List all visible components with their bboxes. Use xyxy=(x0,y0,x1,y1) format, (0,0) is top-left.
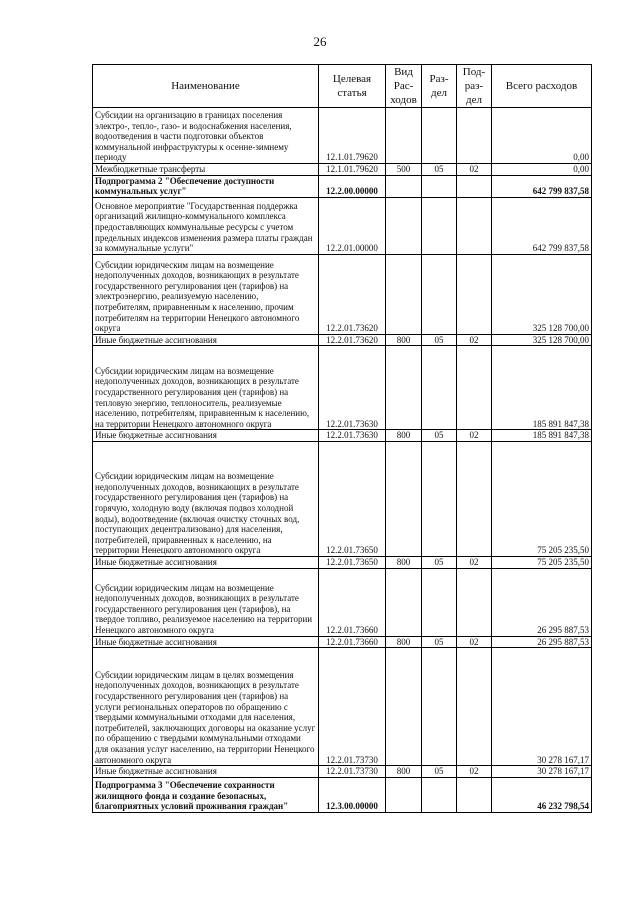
row-amount: 75 205 235,50 xyxy=(492,556,592,568)
row-target-code: 12.2.01.73660 xyxy=(319,568,386,636)
row-amount: 325 128 700,00 xyxy=(492,334,592,346)
row-subsection xyxy=(457,254,492,334)
row-expense-kind: 800 xyxy=(386,556,422,568)
table-body xyxy=(93,108,592,813)
row-target-code: 12.2.01.73650 xyxy=(319,556,386,568)
row-target-code: 12.2.01.73630 xyxy=(319,430,386,442)
table-row xyxy=(93,556,592,568)
row-section: 05 xyxy=(422,164,457,176)
row-amount: 26 295 887,53 xyxy=(492,636,592,648)
row-section xyxy=(422,648,457,766)
row-amount: 325 128 700,00 xyxy=(492,254,592,334)
row-name: Иные бюджетные ассигнования xyxy=(93,334,319,346)
row-expense-kind xyxy=(386,175,422,197)
row-subsection xyxy=(457,648,492,766)
row-section: 05 xyxy=(422,430,457,442)
row-name: Подпрограмма 3 "Обеспечение сохранности жилищного фонда и создание безопасных, благоприятных условий проживания граждан" xyxy=(93,777,319,812)
row-target-code: 12.2.01.00000 xyxy=(319,197,386,254)
header-subsection: Под- раз- дел xyxy=(457,65,492,108)
row-subsection: 02 xyxy=(457,334,492,346)
row-amount: 75 205 235,50 xyxy=(492,441,592,556)
table-row xyxy=(93,108,592,164)
budget-table xyxy=(92,64,592,813)
row-target-code: 12.2.01.73730 xyxy=(319,648,386,766)
row-name: Субсидии юридическим лицам на возмещение недополученных доходов, возникающих в результате государственного регулирования цен (тарифов) на горячую, холодную воду (включая подвоз холодной воды), водоотведение (включая очистку сточных вод, поступающих децентрализовано) для населения, потребителей, приравненных к населению, на территории Ненецкого автономного округа xyxy=(93,441,319,556)
row-subsection xyxy=(457,568,492,636)
row-expense-kind xyxy=(386,648,422,766)
row-expense-kind xyxy=(386,346,422,430)
row-amount: 0,00 xyxy=(492,108,592,164)
row-subsection xyxy=(457,777,492,812)
table-row xyxy=(93,175,592,197)
row-amount: 46 232 798,54 xyxy=(492,777,592,812)
row-target-code: 12.1.01.79620 xyxy=(319,108,386,164)
row-section: 05 xyxy=(422,636,457,648)
table-row xyxy=(93,334,592,346)
row-amount: 30 278 167,17 xyxy=(492,766,592,778)
row-name: Подпрограмма 2 "Обеспечение доступности коммунальных услуг" xyxy=(93,175,319,197)
row-name: Субсидии юридическим лицам на возмещение недополученных доходов, возникающих в результате государственного регулирования цен (тарифов) на электроэнергию, реализуемую населению, потребителям, приравненным к населению, прочим потребителям на территории Ненецкого автономного округа xyxy=(93,254,319,334)
row-expense-kind: 800 xyxy=(386,766,422,778)
row-target-code: 12.2.01.73620 xyxy=(319,254,386,334)
header-total: Всего расходов xyxy=(492,65,592,108)
row-subsection: 02 xyxy=(457,164,492,176)
row-section: 05 xyxy=(422,556,457,568)
row-target-code: 12.1.01.79620 xyxy=(319,164,386,176)
row-target-code: 12.2.01.73630 xyxy=(319,346,386,430)
row-subsection: 02 xyxy=(457,556,492,568)
row-expense-kind: 800 xyxy=(386,430,422,442)
table-row xyxy=(93,197,592,254)
row-amount: 185 891 847,38 xyxy=(492,430,592,442)
row-target-code: 12.2.01.73660 xyxy=(319,636,386,648)
header-name: Наименование xyxy=(93,65,319,108)
row-amount: 26 295 887,53 xyxy=(492,568,592,636)
row-expense-kind xyxy=(386,441,422,556)
table-row xyxy=(93,766,592,778)
row-section: 05 xyxy=(422,334,457,346)
row-subsection: 02 xyxy=(457,636,492,648)
row-section xyxy=(422,777,457,812)
row-amount: 0,00 xyxy=(492,164,592,176)
row-expense-kind: 800 xyxy=(386,636,422,648)
header-kind: Вид Рас- ходов xyxy=(386,65,422,108)
row-subsection xyxy=(457,441,492,556)
row-subsection: 02 xyxy=(457,766,492,778)
row-name: Субсидии на организацию в границах поселения электро-, тепло-, газо- и водоснабжения населения, водоотведения в части подготовки объектов коммунальной инфраструктуры к осенне-зимнему периоду xyxy=(93,108,319,164)
row-expense-kind xyxy=(386,254,422,334)
table-row xyxy=(93,648,592,766)
row-subsection xyxy=(457,108,492,164)
row-target-code: 12.2.01.73650 xyxy=(319,441,386,556)
header-section: Раз- дел xyxy=(422,65,457,108)
row-target-code: 12.2.01.73620 xyxy=(319,334,386,346)
table-row xyxy=(93,254,592,334)
table-row xyxy=(93,636,592,648)
row-amount: 30 278 167,17 xyxy=(492,648,592,766)
page-number: 26 xyxy=(313,34,327,49)
row-name: Иные бюджетные ассигнования xyxy=(93,430,319,442)
row-section xyxy=(422,441,457,556)
table-row xyxy=(93,568,592,636)
row-section: 05 xyxy=(422,766,457,778)
row-section xyxy=(422,108,457,164)
row-expense-kind: 500 xyxy=(386,164,422,176)
row-section xyxy=(422,175,457,197)
row-section xyxy=(422,346,457,430)
row-amount: 185 891 847,38 xyxy=(492,346,592,430)
row-expense-kind: 800 xyxy=(386,334,422,346)
row-name: Межбюджетные трансферты xyxy=(93,164,319,176)
table-row xyxy=(93,777,592,812)
row-subsection xyxy=(457,346,492,430)
row-subsection: 02 xyxy=(457,430,492,442)
table-row xyxy=(93,430,592,442)
row-name: Основное мероприятие "Государственная поддержка организаций жилищно-коммунального комплекса предоставляющих коммунальные ресурсы с учетом предельных индексов изменения размера платы граждан за коммунальные услуги" xyxy=(93,197,319,254)
row-expense-kind xyxy=(386,568,422,636)
row-name: Иные бюджетные ассигнования xyxy=(93,766,319,778)
row-expense-kind xyxy=(386,777,422,812)
row-subsection xyxy=(457,197,492,254)
row-target-code: 12.3.00.00000 xyxy=(319,777,386,812)
row-target-code: 12.2.01.73730 xyxy=(319,766,386,778)
table-row xyxy=(93,346,592,430)
row-section xyxy=(422,254,457,334)
row-amount: 642 799 837,58 xyxy=(492,175,592,197)
row-name: Субсидии юридическим лицам в целях возмещения недополученных доходов, возникающих в результате государственного регулирования цен (тарифов) на услуги региональных операторов по обращению с твердыми коммунальными отходами для населения, потребителей, заключающих договоры на оказание услуг по обращению с твердыми коммунальными отходами для оказания услуг населению, на территории Ненецкого автономного округа xyxy=(93,648,319,766)
table-header-row xyxy=(93,65,592,108)
row-section xyxy=(422,197,457,254)
row-amount: 642 799 837,58 xyxy=(492,197,592,254)
row-expense-kind xyxy=(386,108,422,164)
row-subsection xyxy=(457,175,492,197)
row-name: Субсидии юридическим лицам на возмещение недополученных доходов, возникающих в результате государственного регулирования цен (тарифов), на твердое топливо, реализуемое населению на территории Ненецкого автономного округа xyxy=(93,568,319,636)
row-section xyxy=(422,568,457,636)
row-name: Субсидии юридическим лицам на возмещение недополученных доходов, возникающих в результате государственного регулирования цен (тарифов) на тепловую энергию, теплоноситель, реализуемые населению, потребителям, приравненным к населению, на территории Ненецкого автономного округа xyxy=(93,346,319,430)
row-expense-kind xyxy=(386,197,422,254)
row-name: Иные бюджетные ассигнования xyxy=(93,636,319,648)
table-row xyxy=(93,164,592,176)
row-name: Иные бюджетные ассигнования xyxy=(93,556,319,568)
header-target: Целевая статья xyxy=(319,65,386,108)
row-target-code: 12.2.00.00000 xyxy=(319,175,386,197)
table-row xyxy=(93,441,592,556)
